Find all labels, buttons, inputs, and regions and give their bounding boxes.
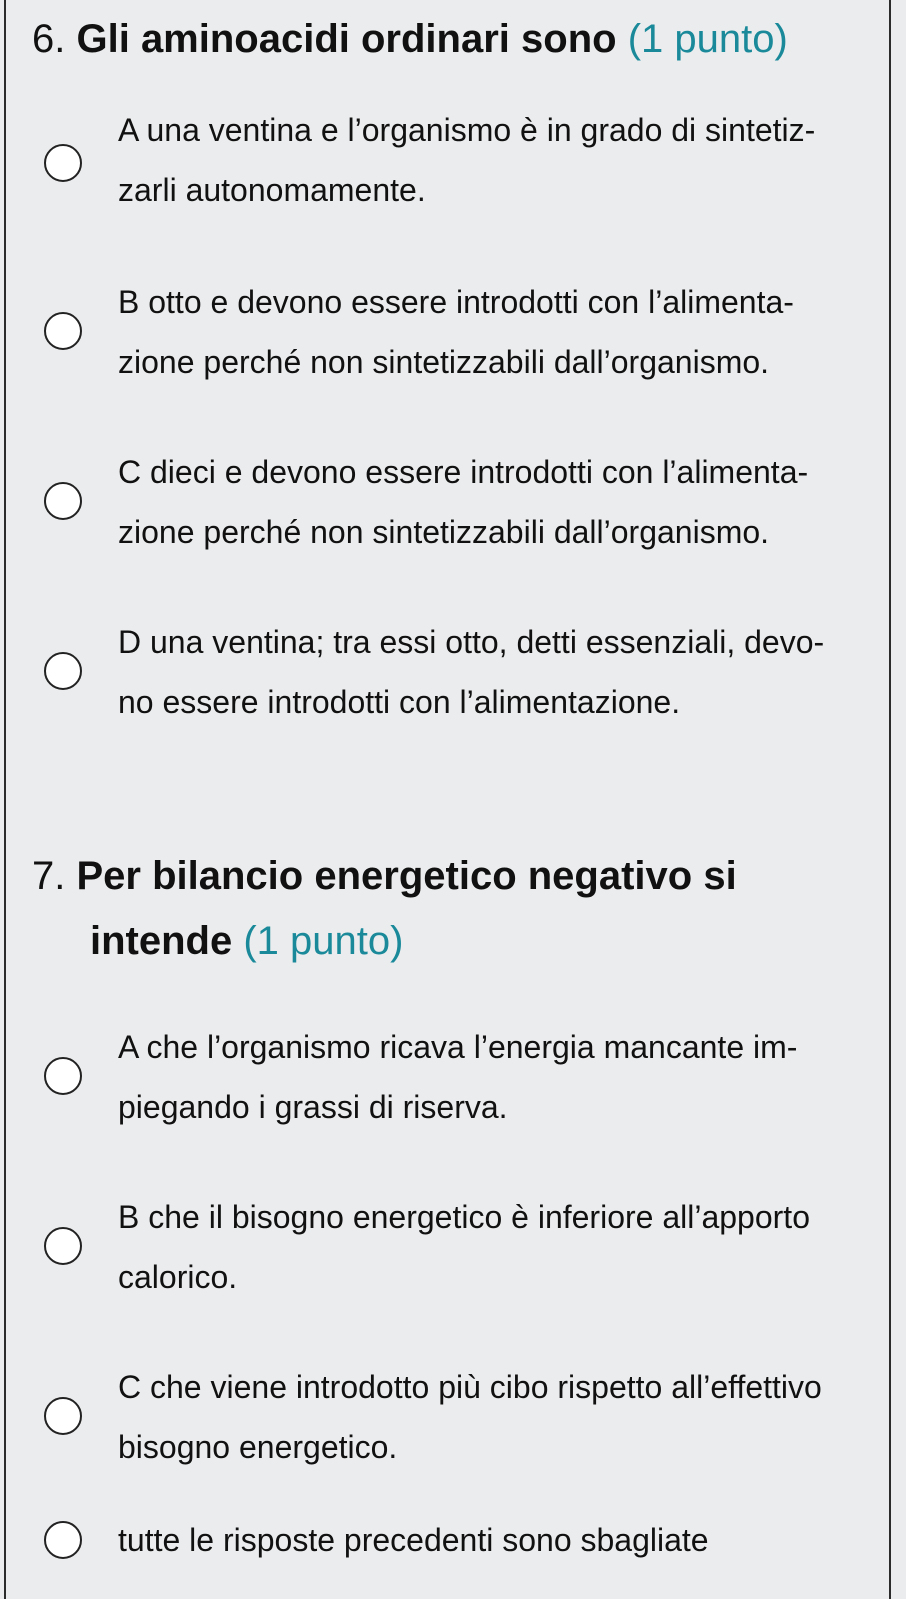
option-line: C che viene introdotto più cibo rispetto all’effettivo — [118, 1369, 822, 1405]
left-border-line — [4, 0, 6, 1599]
question-7-option-c-radio[interactable] — [44, 1397, 82, 1435]
option-line: calorico. — [118, 1259, 238, 1295]
option-line: B che il bisogno energetico è inferiore all’apporto — [118, 1199, 810, 1235]
option-line: piegando i grassi di riserva. — [118, 1089, 508, 1125]
option-line: no essere introdotti con l’alimentazione. — [118, 684, 681, 720]
question-7-option-a-text — [118, 1017, 878, 1137]
option-line: A una ventina e l’organismo è in grado di sintetiz- — [118, 112, 816, 148]
option-line: bisogno energetico. — [118, 1429, 398, 1465]
question-7-option-a-radio[interactable] — [44, 1057, 82, 1095]
question-7-title-line-2 — [90, 910, 403, 972]
question-6-option-c-text — [118, 442, 878, 562]
question-7-number: 7. — [32, 854, 66, 898]
option-line: B otto e devono essere introdotti con l’alimenta- — [118, 284, 794, 320]
option-line: zarli autonomamente. — [118, 172, 426, 208]
question-7-option-d-text — [118, 1510, 878, 1570]
option-line: C dieci e devono essere introdotti con l’alimenta- — [118, 454, 809, 490]
option-line: A che l’organismo ricava l’energia mancante im- — [118, 1029, 798, 1065]
question-7-text-line-2: intende — [90, 919, 233, 963]
question-6-option-a-text — [118, 100, 878, 220]
question-6-points: (1 punto) — [627, 17, 788, 61]
question-7-option-c-text — [118, 1357, 878, 1477]
option-line: tutte le risposte precedenti sono sbagliate — [118, 1522, 709, 1558]
question-6-option-a-radio[interactable] — [44, 144, 82, 182]
question-6-option-d-radio[interactable] — [44, 652, 82, 690]
question-6-title — [32, 8, 788, 70]
question-7-points: (1 punto) — [243, 919, 404, 963]
option-line: zione perché non sintetizzabili dall’organismo. — [118, 514, 770, 550]
option-line: D una ventina; tra essi otto, detti essenziali, devo- — [118, 624, 825, 660]
question-6-number: 6. — [32, 17, 66, 61]
question-6-option-c-radio[interactable] — [44, 482, 82, 520]
option-line: zione perché non sintetizzabili dall’organismo. — [118, 344, 770, 380]
question-7-option-b-text — [118, 1187, 878, 1307]
question-7-title — [32, 845, 737, 907]
question-7-option-d-radio[interactable] — [44, 1521, 82, 1559]
question-6-text: Gli aminoacidi ordinari sono — [76, 17, 617, 61]
question-6-option-b-radio[interactable] — [44, 312, 82, 350]
right-border-line — [889, 0, 891, 1599]
question-6-option-d-text — [118, 612, 878, 732]
question-7-option-b-radio[interactable] — [44, 1227, 82, 1265]
question-7-text-line-1: Per bilancio energetico negativo si — [76, 854, 737, 898]
question-6-option-b-text — [118, 272, 878, 392]
